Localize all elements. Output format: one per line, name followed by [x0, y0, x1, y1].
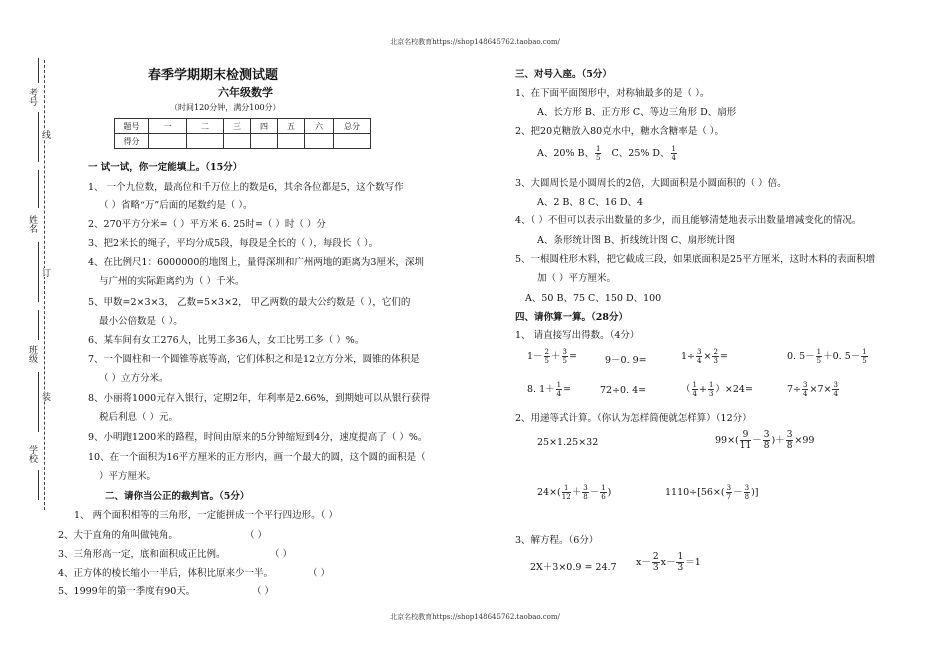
- s1-q4: 4、在比例尺1：6000000的地图上，量得深圳和广州两地的距离为3厘米，深圳: [88, 257, 424, 268]
- s3-q3: 3、大圆周长是小圆周长的2倍，大圆面积是小圆面积的（ ）倍。: [515, 178, 787, 189]
- binding-dashed-line: [44, 60, 45, 510]
- s4-part2: 2、用递等式计算。（你认为怎样简便就怎样算）（12分）: [515, 413, 752, 424]
- s1-q3: 3、把2米长的绳子，平均分成5段，每段是全长的（ ），每段长（ ）。: [88, 238, 379, 249]
- section4-heading: 四、请你算一算。（28分）: [515, 312, 628, 323]
- label-class: 班级: [27, 345, 37, 363]
- s1-q2: 2、270平方分米=（ ）平方米 6. 25时=（ ）时（ ）分: [88, 219, 326, 230]
- s1-q9: 9、小明跑1200米的路程，时间由原来的5分钟缩短到4分，速度提高了（ ）%。: [88, 432, 428, 443]
- s3-q4: 4、（ ）不但可以表示出数量的多少，而且能够清楚地表示出数量增减变化的情况。: [515, 215, 862, 226]
- s4-part3: 3、解方程。（6分）: [515, 535, 599, 546]
- s2-q5: 5、1999年的第一季度有90天。: [58, 586, 196, 597]
- s2-q1: 1、 两个面积相等的三角形，一定能拼成一个平行四边形。（ ）: [74, 510, 338, 521]
- s2-q2: 2、大于直角的角叫做钝角。: [58, 530, 179, 541]
- section1-heading: 一 试一试，你一定能填上。（15分）: [88, 162, 243, 173]
- equation-1: 2X＋3×0.9 = 24.7: [530, 562, 617, 573]
- s1-q10: 10、在一个面积为16平方厘米的正方形内，画一个最大的圆，这个圆的面积是（: [88, 452, 426, 463]
- grade-subtitle: 六年级数学: [218, 86, 273, 99]
- page-header: 北京名校教育https://shop148645762.taobao.com/: [390, 38, 560, 46]
- cut-mark-xian: 线: [40, 130, 50, 139]
- exam-title: 春季学期期末检测试题: [148, 68, 279, 83]
- s3-q2: 2、把20克糖放入80克水中，糖水含糖率是（ ）。: [515, 126, 724, 137]
- label-school: 学校: [27, 445, 37, 463]
- s1-q7: 7、一个圆柱和一个圆锥等底等高，它们体积之和是12立方分米，圆锥的体积是: [88, 354, 420, 365]
- calc-1110: 1110÷[56×( $\frac{3}{7}$ － $\frac{3}{8}$ )]: [665, 484, 759, 501]
- cut-mark-ding: 订: [40, 268, 50, 277]
- s1-q1: 1、 一个九位数，最高位和千万位上的数是6，其余各位都是5，这个数写作: [88, 182, 404, 193]
- calc-25x125x32: 25×1.25×32: [537, 437, 599, 448]
- binding-margin: [0, 0, 60, 658]
- s3-q1: 1、在下面平面图形中，对称轴最多的是（ ）。: [515, 88, 710, 99]
- calc-24: 24×( $\frac{1}{12}$ ＋ $\frac{3}{8}$ － $\frac{1}{6}$ ): [537, 484, 612, 501]
- s2-q3: 3、三角形高一定，底和面积成正比例。: [58, 549, 226, 560]
- cut-mark-zhuang: 装: [40, 392, 50, 401]
- s1-q5: 5、甲数=2×3×3， 乙数=5×3×2， 甲乙两数的最大公约数是（ ），它们的: [88, 297, 411, 308]
- label-kaohao: 考号: [27, 88, 37, 106]
- exam-info: （时间120分钟，满分100分）: [170, 103, 281, 112]
- calc-row1: 1－ $\frac{2}{5}$ ＋ $\frac{3}{5}$ =: [527, 348, 577, 365]
- score-table: 题号 一 二 三 四 五 六 总分 得分: [114, 118, 371, 149]
- s2-q4: 4、正方体的棱长缩小一半后，体积比原来少一半。: [58, 568, 274, 579]
- calc-99: 99×( $\frac{9}{11}$ － $\frac{3}{8}$ )＋ $\frac{3}{8}$ ×99: [715, 430, 815, 451]
- section3-heading: 三、对号入座。（5分）: [515, 69, 612, 80]
- page-footer: 北京名校教育https://shop148645762.taobao.com/: [390, 613, 560, 621]
- equation-2: x－ $\frac{2}{3}$ x－ $\frac{1}{3}$ ＝1: [636, 552, 701, 573]
- section2-heading: 二、请你当公正的裁判官。（5分）: [105, 491, 250, 502]
- s3-q2-options: A、20% B、 $\frac{1}{5}$ C、25% D、 $\frac{1}{4}$: [537, 145, 677, 162]
- s3-q5: 5、一根圆柱形木料，把它截成三段，如果底面积是25平方厘米，这时木料的表面积增: [515, 254, 876, 265]
- s1-q6: 6、某车间有女工276人，比男工多36人，女工比男工多（ ）%。: [88, 335, 365, 346]
- label-name: 姓名: [27, 215, 37, 233]
- s4-part1: 1、 请直接写出得数。（4分）: [515, 330, 640, 341]
- s1-q8: 8、小丽将1000元存入银行，定期2年，年利率是2.66%，到期她可以从银行获得: [88, 393, 430, 404]
- calc-row2: 8. 1＋ $\frac{1}{4}$ =: [527, 381, 572, 398]
